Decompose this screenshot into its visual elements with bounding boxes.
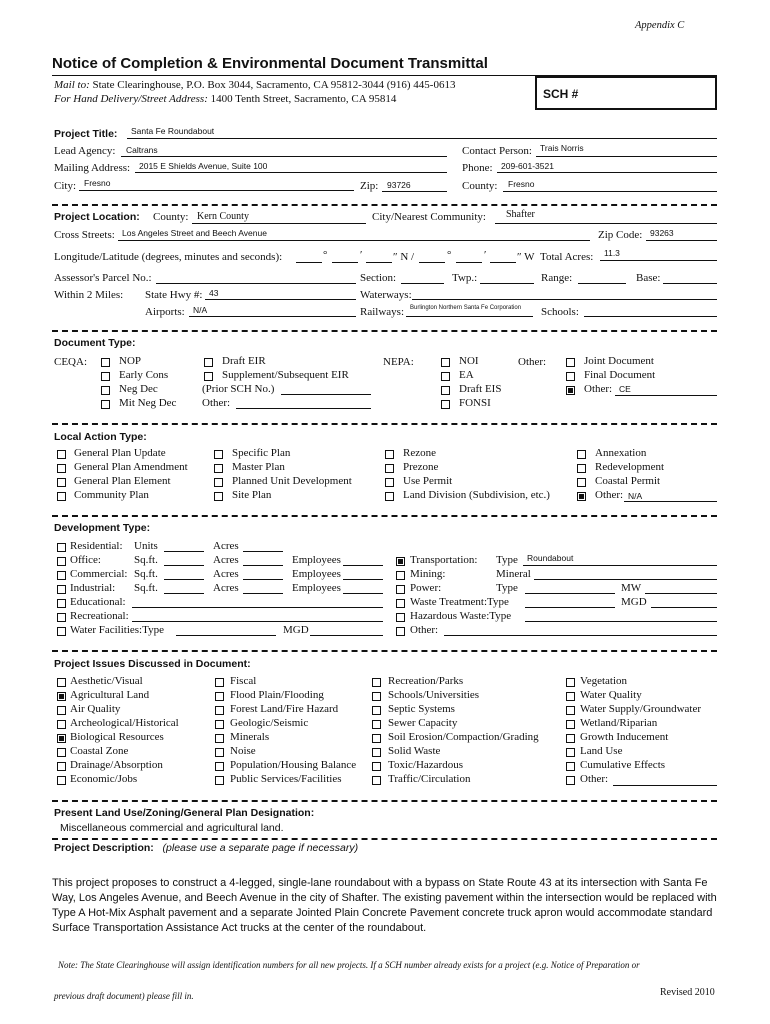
prior-sch-field[interactable] <box>281 394 371 395</box>
industrial-acres-label: Acres <box>213 582 239 594</box>
phone-label: Phone: <box>462 162 493 174</box>
location-zip-value[interactable]: 93263 <box>650 228 674 238</box>
units-label: Units <box>134 540 158 552</box>
office-employees-field[interactable] <box>343 565 383 566</box>
traffic-circulation-checkbox[interactable] <box>372 776 381 785</box>
noi-label: NOI <box>459 355 479 367</box>
coastal-zone-label: Coastal Zone <box>70 745 129 757</box>
aesthetic-visual-label: Aesthetic/Visual <box>70 675 143 687</box>
nepa-label: NEPA: <box>383 356 414 368</box>
location-county-label: County: <box>153 211 189 223</box>
footer-note-line-2: previous draft document) please fill in. <box>54 991 194 1001</box>
fiscal-checkbox[interactable] <box>215 678 224 687</box>
public-services-checkbox[interactable] <box>215 776 224 785</box>
issues-other-label: Other: <box>580 773 609 785</box>
waste-treatment-checkbox[interactable] <box>396 599 405 608</box>
document-type-heading: Document Type: <box>54 337 136 349</box>
prezone-checkbox[interactable] <box>385 464 394 473</box>
cross-streets-label: Cross Streets: <box>54 229 115 241</box>
commercial-employees-field[interactable] <box>343 579 383 580</box>
local-action-heading: Local Action Type: <box>54 431 147 443</box>
issues-other-checkbox[interactable] <box>566 776 575 785</box>
sec-n-symbol: ″ N / <box>393 251 415 263</box>
land-use-heading: Present Land Use/Zoning/General Plan Designation: <box>54 807 315 819</box>
solid-waste-label: Solid Waste <box>388 745 441 757</box>
city-label: City: <box>54 180 77 192</box>
total-acres-label: Total Acres: <box>540 251 594 263</box>
latlong-label: Longitude/Latitude (degrees, minutes and seconds): <box>54 251 283 263</box>
planned-unit-label: Planned Unit Development <box>232 475 352 487</box>
archeological-label: Archeological/Historical <box>70 717 179 729</box>
air-quality-label: Air Quality <box>70 703 121 715</box>
dev-other-label: Other: <box>410 624 439 636</box>
nop-checkbox[interactable] <box>101 358 110 367</box>
redevelopment-checkbox[interactable] <box>577 464 586 473</box>
land-use-label: Land Use <box>580 745 623 757</box>
waste-mgd-label: MGD <box>621 596 647 608</box>
sewer-capacity-label: Sewer Capacity <box>388 717 458 729</box>
aesthetic-visual-checkbox[interactable] <box>57 678 66 687</box>
agricultural-land-checkbox[interactable] <box>57 692 66 701</box>
residential-acres-label: Acres <box>213 540 239 552</box>
final-document-label: Final Document <box>584 369 656 381</box>
railways-label: Railways: <box>360 306 404 318</box>
toxic-hazardous-checkbox[interactable] <box>372 762 381 771</box>
waste-treatment-label: Waste Treatment:Type <box>410 596 509 608</box>
ea-label: EA <box>459 369 474 381</box>
recreation-parks-label: Recreation/Parks <box>388 675 464 687</box>
cumulative-effects-label: Cumulative Effects <box>580 759 666 771</box>
office-sqft-label: Sq.ft. <box>134 554 158 566</box>
apn-label: Assessor's Parcel No.: <box>54 272 152 284</box>
project-title-label: Project Title: <box>54 128 118 140</box>
transportation-label: Transportation: <box>410 554 478 566</box>
transportation-value[interactable]: Roundabout <box>527 553 574 563</box>
coastal-permit-label: Coastal Permit <box>595 475 661 487</box>
general-plan-element-checkbox[interactable] <box>57 478 66 487</box>
site-plan-label: Site Plan <box>232 489 272 501</box>
prior-sch-label: (Prior SCH No.) <box>202 383 275 395</box>
rezone-checkbox[interactable] <box>385 450 394 459</box>
prezone-label: Prezone <box>403 461 439 473</box>
cumulative-effects-checkbox[interactable] <box>566 762 575 771</box>
joint-document-checkbox[interactable] <box>566 358 575 367</box>
ea-checkbox[interactable] <box>441 372 450 381</box>
air-quality-checkbox[interactable] <box>57 706 66 715</box>
supplement-eir-checkbox[interactable] <box>204 372 213 381</box>
power-type-field[interactable] <box>525 593 615 594</box>
office-acres-label: Acres <box>213 554 239 566</box>
project-description-line <box>54 842 358 854</box>
dev-other-checkbox[interactable] <box>396 627 405 636</box>
economic-jobs-label: Economic/Jobs <box>70 773 138 785</box>
use-permit-checkbox[interactable] <box>385 478 394 487</box>
industrial-sqft-label: Sq.ft. <box>134 582 158 594</box>
fonsi-label: FONSI <box>459 397 491 409</box>
ceqa-other-label: Other: <box>202 397 231 409</box>
range-label: Range: <box>541 272 573 284</box>
commercial-employees-label: Employees <box>292 568 341 580</box>
planned-unit-checkbox[interactable] <box>214 478 223 487</box>
neg-dec-label: Neg Dec <box>119 383 158 395</box>
development-type-heading: Development Type: <box>54 522 151 534</box>
waste-type-field[interactable] <box>525 607 615 608</box>
general-plan-element-label: General Plan Element <box>74 475 171 487</box>
toxic-hazardous-label: Toxic/Hazardous <box>388 759 463 771</box>
project-title-value[interactable]: Santa Fe Roundabout <box>131 126 215 136</box>
joint-document-label: Joint Document <box>584 355 654 367</box>
section-divider <box>52 423 717 425</box>
doc-other-item-label: Other: <box>584 383 613 395</box>
deg-symbol-2: ° <box>447 249 452 261</box>
hazardous-type-field[interactable] <box>525 621 717 622</box>
agricultural-land-label: Agricultural Land <box>70 689 150 701</box>
county-label: County: <box>462 180 498 192</box>
neg-dec-checkbox[interactable] <box>101 386 110 395</box>
transportation-checkbox[interactable] <box>396 557 405 566</box>
early-cons-checkbox[interactable] <box>101 372 110 381</box>
mit-neg-dec-checkbox[interactable] <box>101 400 110 409</box>
supplement-eir-label: Supplement/Subsequent EIR <box>222 369 349 381</box>
drainage-label: Drainage/Absorption <box>70 759 163 771</box>
appendix-label: Appendix C <box>635 20 685 31</box>
doc-other-label: Other: <box>518 356 547 368</box>
commercial-sqft-label: Sq.ft. <box>134 568 158 580</box>
solid-waste-checkbox[interactable] <box>372 748 381 757</box>
coastal-permit-checkbox[interactable] <box>577 478 586 487</box>
soil-erosion-checkbox[interactable] <box>372 734 381 743</box>
final-document-checkbox[interactable] <box>566 372 575 381</box>
commercial-sqft-field[interactable] <box>164 579 204 580</box>
transportation-type-label: Type <box>496 554 518 566</box>
coastal-zone-checkbox[interactable] <box>57 748 66 757</box>
redevelopment-label: Redevelopment <box>595 461 665 473</box>
hazardous-waste-label: Hazardous Waste:Type <box>410 610 512 622</box>
residential-acres-field[interactable] <box>243 551 283 552</box>
commercial-acres-field[interactable] <box>243 579 283 580</box>
lat-minutes[interactable] <box>332 262 358 263</box>
early-cons-label: Early Cons <box>119 369 169 381</box>
wetland-checkbox[interactable] <box>566 720 575 729</box>
public-services-label: Public Services/Facilities <box>230 773 342 785</box>
waste-mgd-field[interactable] <box>651 607 717 608</box>
section-divider <box>52 650 717 652</box>
general-plan-amendment-label: General Plan Amendment <box>74 461 188 473</box>
water-quality-label: Water Quality <box>580 689 642 701</box>
commercial-checkbox[interactable] <box>57 571 66 580</box>
long-seconds[interactable] <box>490 262 516 263</box>
doc-other-value[interactable]: CE <box>619 384 631 394</box>
industrial-acres-field[interactable] <box>243 593 283 594</box>
project-location-label: Project Location: <box>54 211 140 223</box>
water-mgd-field[interactable] <box>310 635 383 636</box>
residential-units-field[interactable] <box>164 551 204 552</box>
base-field[interactable] <box>663 283 717 284</box>
economic-jobs-checkbox[interactable] <box>57 776 66 785</box>
twp-label: Twp.: <box>452 272 478 284</box>
office-employees-label: Employees <box>292 554 341 566</box>
mineral-field[interactable] <box>534 579 717 580</box>
railways-value[interactable]: Burlington Northern Santa Fe Corporation <box>410 305 522 311</box>
ceqa-other-field[interactable] <box>236 408 371 409</box>
water-type-field[interactable] <box>176 635 276 636</box>
noise-label: Noise <box>230 745 256 757</box>
archeological-checkbox[interactable] <box>57 720 66 729</box>
industrial-employees-label: Employees <box>292 582 341 594</box>
state-hwy-value[interactable]: 43 <box>209 288 219 298</box>
fiscal-label: Fiscal <box>230 675 257 687</box>
draft-eir-checkbox[interactable] <box>204 358 213 367</box>
mit-neg-dec-label: Mit Neg Dec <box>119 397 177 409</box>
state-hwy-label: State Hwy #: <box>145 289 203 301</box>
office-sqft-field[interactable] <box>164 565 204 566</box>
airports-label: Airports: <box>145 306 185 318</box>
recreational-label: Recreational: <box>70 610 129 622</box>
land-use-value[interactable]: Miscellaneous commercial and agricultural land. <box>60 822 284 834</box>
population-housing-label: Population/Housing Balance <box>230 759 357 771</box>
location-zip-label: Zip Code: <box>598 229 643 241</box>
min-symbol: ′ <box>360 249 363 261</box>
land-use-checkbox[interactable] <box>566 748 575 757</box>
office-label: Office: <box>70 554 101 566</box>
section-divider <box>52 204 717 206</box>
water-supply-checkbox[interactable] <box>566 706 575 715</box>
specific-plan-checkbox[interactable] <box>214 450 223 459</box>
waterways-field[interactable] <box>412 299 717 300</box>
traffic-circulation-label: Traffic/Circulation <box>388 773 471 785</box>
office-checkbox[interactable] <box>57 557 66 566</box>
minerals-checkbox[interactable] <box>215 734 224 743</box>
location-county-value[interactable]: Kern County <box>197 211 249 222</box>
schools-label: Schools: <box>541 306 579 318</box>
power-type-label: Type <box>496 582 518 594</box>
noise-checkbox[interactable] <box>215 748 224 757</box>
mining-checkbox[interactable] <box>396 571 405 580</box>
sec-w-symbol: ″ W <box>517 251 535 263</box>
growth-inducement-label: Growth Inducement <box>580 731 669 743</box>
waterways-label: Waterways: <box>360 289 412 301</box>
sch-label: SCH # <box>543 87 579 101</box>
vegetation-label: Vegetation <box>580 675 628 687</box>
recreation-parks-checkbox[interactable] <box>372 678 381 687</box>
lat-seconds[interactable] <box>366 262 392 263</box>
contact-person-label: Contact Person: <box>462 145 532 157</box>
phone-value[interactable]: 209-601-3521 <box>501 161 554 171</box>
office-acres-field[interactable] <box>243 565 283 566</box>
population-housing-checkbox[interactable] <box>215 762 224 771</box>
revised-label: Revised 2010 <box>660 987 715 998</box>
biological-resources-checkbox[interactable] <box>57 734 66 743</box>
footer-note-line-1: Note: The State Clearinghouse will assign identification numbers for all new projects. If a SCH number already exists for a project (e.g. Notice of Preparation or <box>58 960 640 970</box>
within-2-miles-label: Within 2 Miles: <box>54 289 124 301</box>
community-value[interactable]: Shafter <box>506 209 535 220</box>
project-issues-heading: Project Issues Discussed in Document: <box>54 658 251 670</box>
mw-label: MW <box>621 582 642 594</box>
hazardous-waste-checkbox[interactable] <box>396 613 405 622</box>
master-plan-checkbox[interactable] <box>214 464 223 473</box>
section-divider <box>52 800 717 802</box>
mining-label: Mining: <box>410 568 446 580</box>
zip-label: Zip: <box>360 180 379 192</box>
drainage-checkbox[interactable] <box>57 762 66 771</box>
lead-agency-value[interactable]: Caltrans <box>126 145 158 155</box>
community-plan-label: Community Plan <box>74 489 149 501</box>
vegetation-checkbox[interactable] <box>566 678 575 687</box>
land-division-label: Land Division (Subdivision, etc.) <box>403 489 550 501</box>
schools-universities-label: Schools/Universities <box>388 689 480 701</box>
specific-plan-label: Specific Plan <box>232 447 291 459</box>
local-other-checkbox[interactable] <box>577 492 586 501</box>
community-label: City/Nearest Community: <box>372 211 486 223</box>
biological-resources-label: Biological Resources <box>70 731 164 743</box>
total-acres-value[interactable]: 11.3 <box>604 248 620 258</box>
annexation-label: Annexation <box>595 447 647 459</box>
wetland-label: Wetland/Riparian <box>580 717 658 729</box>
sch-number-box[interactable] <box>535 76 717 110</box>
general-plan-update-label: General Plan Update <box>74 447 166 459</box>
project-description-text[interactable]: This project proposes to construct a 4-legged, single-lane roundabout with a bypass on State Route 43 at its intersection with Santa Fe Way, Los Angeles Avenue, and Beech Avenue in the city of Shafter. The existing pavement within the intersection would be replaced with Type A Hot-Mix Asphalt pavement and a separate Jointed Plain Concrete Pavement concrete truck apron would accommodate standard Surface Transportation Assistance Act trucks at the center of the roundabout. <box>52 877 717 934</box>
general-plan-update-checkbox[interactable] <box>57 450 66 459</box>
site-plan-checkbox[interactable] <box>214 492 223 501</box>
septic-systems-checkbox[interactable] <box>372 706 381 715</box>
mail-to-line: Mail to: State Clearinghouse, P.O. Box 3044, Sacramento, CA 95812-3044 (916) 445-0613 <box>54 79 456 91</box>
county-value[interactable]: Fresno <box>508 179 535 189</box>
local-other-label: Other: <box>595 489 624 501</box>
commercial-acres-label: Acres <box>213 568 239 580</box>
section-divider <box>52 515 717 517</box>
general-plan-amendment-checkbox[interactable] <box>57 464 66 473</box>
flood-plain-label: Flood Plain/Flooding <box>230 689 324 701</box>
twp-field[interactable] <box>480 283 534 284</box>
section-divider <box>52 838 717 840</box>
community-plan-checkbox[interactable] <box>57 492 66 501</box>
rezone-label: Rezone <box>403 447 436 459</box>
industrial-label: Industrial: <box>70 582 116 594</box>
doc-other-checkbox[interactable] <box>566 386 575 395</box>
lead-agency-label: Lead Agency: <box>54 145 116 157</box>
commercial-label: Commercial: <box>70 568 128 580</box>
mailing-address-value[interactable]: 2015 E Shields Avenue, Suite 100 <box>139 161 268 171</box>
draft-eir-label: Draft EIR <box>222 355 266 367</box>
fonsi-checkbox[interactable] <box>441 400 450 409</box>
educational-field[interactable] <box>132 607 383 608</box>
apn-field[interactable] <box>156 283 356 284</box>
lat-degrees[interactable] <box>296 262 322 263</box>
draft-eis-checkbox[interactable] <box>441 386 450 395</box>
mw-field[interactable] <box>645 593 717 594</box>
water-quality-checkbox[interactable] <box>566 692 575 701</box>
schools-universities-checkbox[interactable] <box>372 692 381 701</box>
residential-checkbox[interactable] <box>57 543 66 552</box>
mailing-address-label: Mailing Address: <box>54 162 131 174</box>
mineral-label: Mineral <box>496 568 531 580</box>
schools-field[interactable] <box>584 316 717 317</box>
land-division-checkbox[interactable] <box>385 492 394 501</box>
min-symbol-2: ′ <box>484 249 487 261</box>
residential-label: Residential: <box>70 540 123 552</box>
city-value[interactable]: Fresno <box>84 178 111 188</box>
range-field[interactable] <box>578 283 626 284</box>
industrial-sqft-field[interactable] <box>164 593 204 594</box>
cross-streets-value[interactable]: Los Angeles Street and Beech Avenue <box>122 228 267 238</box>
sewer-capacity-checkbox[interactable] <box>372 720 381 729</box>
educational-label: Educational: <box>70 596 126 608</box>
educational-checkbox[interactable] <box>57 599 66 608</box>
water-supply-label: Water Supply/Groundwater <box>580 703 701 715</box>
recreational-checkbox[interactable] <box>57 613 66 622</box>
geologic-checkbox[interactable] <box>215 720 224 729</box>
long-minutes[interactable] <box>456 262 482 263</box>
section-field[interactable] <box>401 283 444 284</box>
hand-delivery-line: For Hand Delivery/Street Address: 1400 Tenth Street, Sacramento, CA 95814 <box>54 93 397 105</box>
water-facilities-checkbox[interactable] <box>57 627 66 636</box>
section-divider <box>52 330 717 332</box>
minerals-label: Minerals <box>230 731 270 743</box>
airports-value[interactable]: N/A <box>193 305 208 315</box>
annexation-checkbox[interactable] <box>577 450 586 459</box>
dev-other-field[interactable] <box>444 635 717 636</box>
water-mgd-label: MGD <box>283 624 309 636</box>
industrial-employees-field[interactable] <box>343 593 383 594</box>
geologic-label: Geologic/Seismic <box>230 717 309 729</box>
use-permit-label: Use Permit <box>403 475 453 487</box>
industrial-checkbox[interactable] <box>57 585 66 594</box>
forest-land-label: Forest Land/Fire Hazard <box>230 703 339 715</box>
project-description-hint: (please use a separate page if necessary) <box>162 842 359 854</box>
form-title: Notice of Completion & Environmental Document Transmittal <box>52 55 488 72</box>
local-other-value[interactable]: N/A <box>628 491 643 501</box>
power-label: Power: <box>410 582 442 594</box>
water-facilities-label: Water Facilities:Type <box>70 624 164 636</box>
zip-value[interactable]: 93726 <box>387 180 411 190</box>
ceqa-label: CEQA: <box>54 356 87 368</box>
flood-plain-checkbox[interactable] <box>215 692 224 701</box>
soil-erosion-label: Soil Erosion/Compaction/Grading <box>388 731 539 743</box>
growth-inducement-checkbox[interactable] <box>566 734 575 743</box>
base-label: Base: <box>636 272 661 284</box>
forest-land-checkbox[interactable] <box>215 706 224 715</box>
noi-checkbox[interactable] <box>441 358 450 367</box>
power-checkbox[interactable] <box>396 585 405 594</box>
issues-other-field[interactable] <box>613 785 717 786</box>
septic-systems-label: Septic Systems <box>388 703 455 715</box>
recreational-field[interactable] <box>132 621 383 622</box>
nop-label: NOP <box>119 355 142 367</box>
section-label: Section: <box>360 272 397 284</box>
long-degrees[interactable] <box>419 262 445 263</box>
project-description-heading: Project Description: <box>54 842 154 854</box>
master-plan-label: Master Plan <box>232 461 285 473</box>
deg-symbol: ° <box>323 249 328 261</box>
contact-person-value[interactable]: Trais Norris <box>540 143 584 153</box>
draft-eis-label: Draft EIS <box>459 383 502 395</box>
